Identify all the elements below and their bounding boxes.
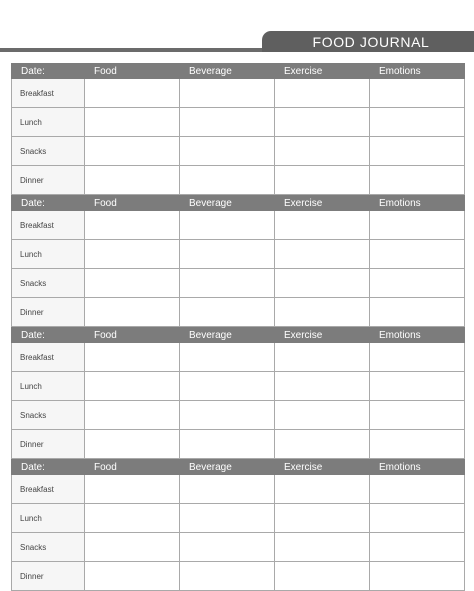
entry-cell[interactable]	[370, 430, 465, 459]
entry-cell[interactable]	[180, 372, 275, 401]
entry-cell[interactable]	[180, 269, 275, 298]
entry-cell[interactable]	[85, 401, 180, 430]
entry-cell[interactable]	[370, 298, 465, 327]
entry-cell[interactable]	[370, 372, 465, 401]
entry-cell[interactable]	[180, 211, 275, 240]
entry-cell[interactable]	[370, 269, 465, 298]
entry-cell[interactable]	[370, 401, 465, 430]
meal-row	[12, 298, 465, 327]
entry-cell[interactable]	[85, 343, 180, 372]
entry-cell[interactable]	[180, 475, 275, 504]
entry-cell[interactable]	[85, 269, 180, 298]
entry-cell[interactable]	[180, 562, 275, 591]
entry-cell[interactable]	[180, 240, 275, 269]
entry-cell[interactable]	[85, 533, 180, 562]
entry-cell[interactable]	[275, 108, 370, 137]
meal-row	[12, 137, 465, 166]
meal-label: Lunch	[12, 240, 85, 269]
entry-cell[interactable]	[180, 137, 275, 166]
entry-cell[interactable]	[180, 108, 275, 137]
header-row	[12, 64, 465, 79]
entry-cell[interactable]	[85, 166, 180, 195]
meal-label: Snacks	[12, 533, 85, 562]
entry-cell[interactable]	[180, 430, 275, 459]
column-header: Emotions	[370, 196, 465, 211]
meal-row	[12, 211, 465, 240]
column-header: Exercise	[275, 328, 370, 343]
entry-cell[interactable]	[275, 137, 370, 166]
meal-row	[12, 430, 465, 459]
meal-label: Breakfast	[12, 79, 85, 108]
entry-cell[interactable]	[85, 504, 180, 533]
meal-label: Dinner	[12, 430, 85, 459]
column-header: Emotions	[370, 328, 465, 343]
entry-cell[interactable]	[85, 372, 180, 401]
entry-cell[interactable]	[275, 166, 370, 195]
entry-cell[interactable]	[370, 79, 465, 108]
meal-row	[12, 372, 465, 401]
journal-block	[11, 327, 465, 459]
column-header: Exercise	[275, 64, 370, 79]
entry-cell[interactable]	[85, 137, 180, 166]
entry-cell[interactable]	[370, 166, 465, 195]
meal-row	[12, 108, 465, 137]
column-header: Emotions	[370, 460, 465, 475]
entry-cell[interactable]	[85, 79, 180, 108]
column-header: Exercise	[275, 196, 370, 211]
entry-cell[interactable]	[180, 504, 275, 533]
entry-cell[interactable]	[275, 430, 370, 459]
column-header: Date:	[12, 64, 85, 79]
header-row	[12, 196, 465, 211]
entry-cell[interactable]	[85, 430, 180, 459]
entry-cell[interactable]	[85, 298, 180, 327]
entry-cell[interactable]	[180, 343, 275, 372]
meal-label: Dinner	[12, 562, 85, 591]
entry-cell[interactable]	[85, 475, 180, 504]
meal-row	[12, 343, 465, 372]
meal-row	[12, 504, 465, 533]
title-tab	[262, 31, 474, 52]
meal-row	[12, 79, 465, 108]
entry-cell[interactable]	[275, 562, 370, 591]
entry-cell[interactable]	[85, 240, 180, 269]
entry-cell[interactable]	[275, 240, 370, 269]
meal-row	[12, 269, 465, 298]
meal-row	[12, 475, 465, 504]
page-title: FOOD JOURNAL	[312, 33, 430, 50]
column-header: Date:	[12, 460, 85, 475]
entry-cell[interactable]	[370, 475, 465, 504]
entry-cell[interactable]	[85, 562, 180, 591]
entry-cell[interactable]	[275, 475, 370, 504]
meal-label: Dinner	[12, 166, 85, 195]
column-header: Exercise	[275, 460, 370, 475]
meal-label: Lunch	[12, 504, 85, 533]
entry-cell[interactable]	[180, 401, 275, 430]
entry-cell[interactable]	[370, 533, 465, 562]
column-header: Food	[85, 328, 180, 343]
entry-cell[interactable]	[370, 343, 465, 372]
entry-cell[interactable]	[370, 240, 465, 269]
meal-label: Snacks	[12, 137, 85, 166]
entry-cell[interactable]	[275, 343, 370, 372]
entry-cell[interactable]	[370, 137, 465, 166]
entry-cell[interactable]	[180, 79, 275, 108]
entry-cell[interactable]	[85, 108, 180, 137]
header-row	[12, 328, 465, 343]
meal-label: Breakfast	[12, 343, 85, 372]
column-header: Beverage	[180, 64, 275, 79]
journal-block	[11, 63, 465, 195]
entry-cell[interactable]	[370, 504, 465, 533]
entry-cell[interactable]	[275, 401, 370, 430]
column-header: Food	[85, 460, 180, 475]
meal-label: Lunch	[12, 108, 85, 137]
entry-cell[interactable]	[275, 504, 370, 533]
entry-cell[interactable]	[370, 562, 465, 591]
meal-label: Lunch	[12, 372, 85, 401]
meal-label: Breakfast	[12, 211, 85, 240]
meal-row	[12, 562, 465, 591]
journal-block	[11, 195, 465, 327]
entry-cell[interactable]	[275, 372, 370, 401]
column-header: Date:	[12, 196, 85, 211]
entry-cell[interactable]	[180, 166, 275, 195]
header-row	[12, 460, 465, 475]
meal-row	[12, 401, 465, 430]
column-header: Food	[85, 196, 180, 211]
meal-label: Snacks	[12, 269, 85, 298]
entry-cell[interactable]	[275, 298, 370, 327]
entry-cell[interactable]	[370, 211, 465, 240]
meal-row	[12, 240, 465, 269]
meal-row	[12, 166, 465, 195]
entry-cell[interactable]	[275, 533, 370, 562]
meal-label: Breakfast	[12, 475, 85, 504]
column-header: Food	[85, 64, 180, 79]
entry-cell[interactable]	[275, 269, 370, 298]
journal-block	[11, 459, 465, 591]
entry-cell[interactable]	[180, 533, 275, 562]
meal-row	[12, 533, 465, 562]
column-header: Beverage	[180, 460, 275, 475]
meal-label: Dinner	[12, 298, 85, 327]
column-header: Emotions	[370, 64, 465, 79]
entry-cell[interactable]	[85, 211, 180, 240]
entry-cell[interactable]	[370, 108, 465, 137]
entry-cell[interactable]	[180, 298, 275, 327]
column-header: Beverage	[180, 328, 275, 343]
entry-cell[interactable]	[275, 211, 370, 240]
column-header: Date:	[12, 328, 85, 343]
meal-label: Snacks	[12, 401, 85, 430]
column-header: Beverage	[180, 196, 275, 211]
entry-cell[interactable]	[275, 79, 370, 108]
